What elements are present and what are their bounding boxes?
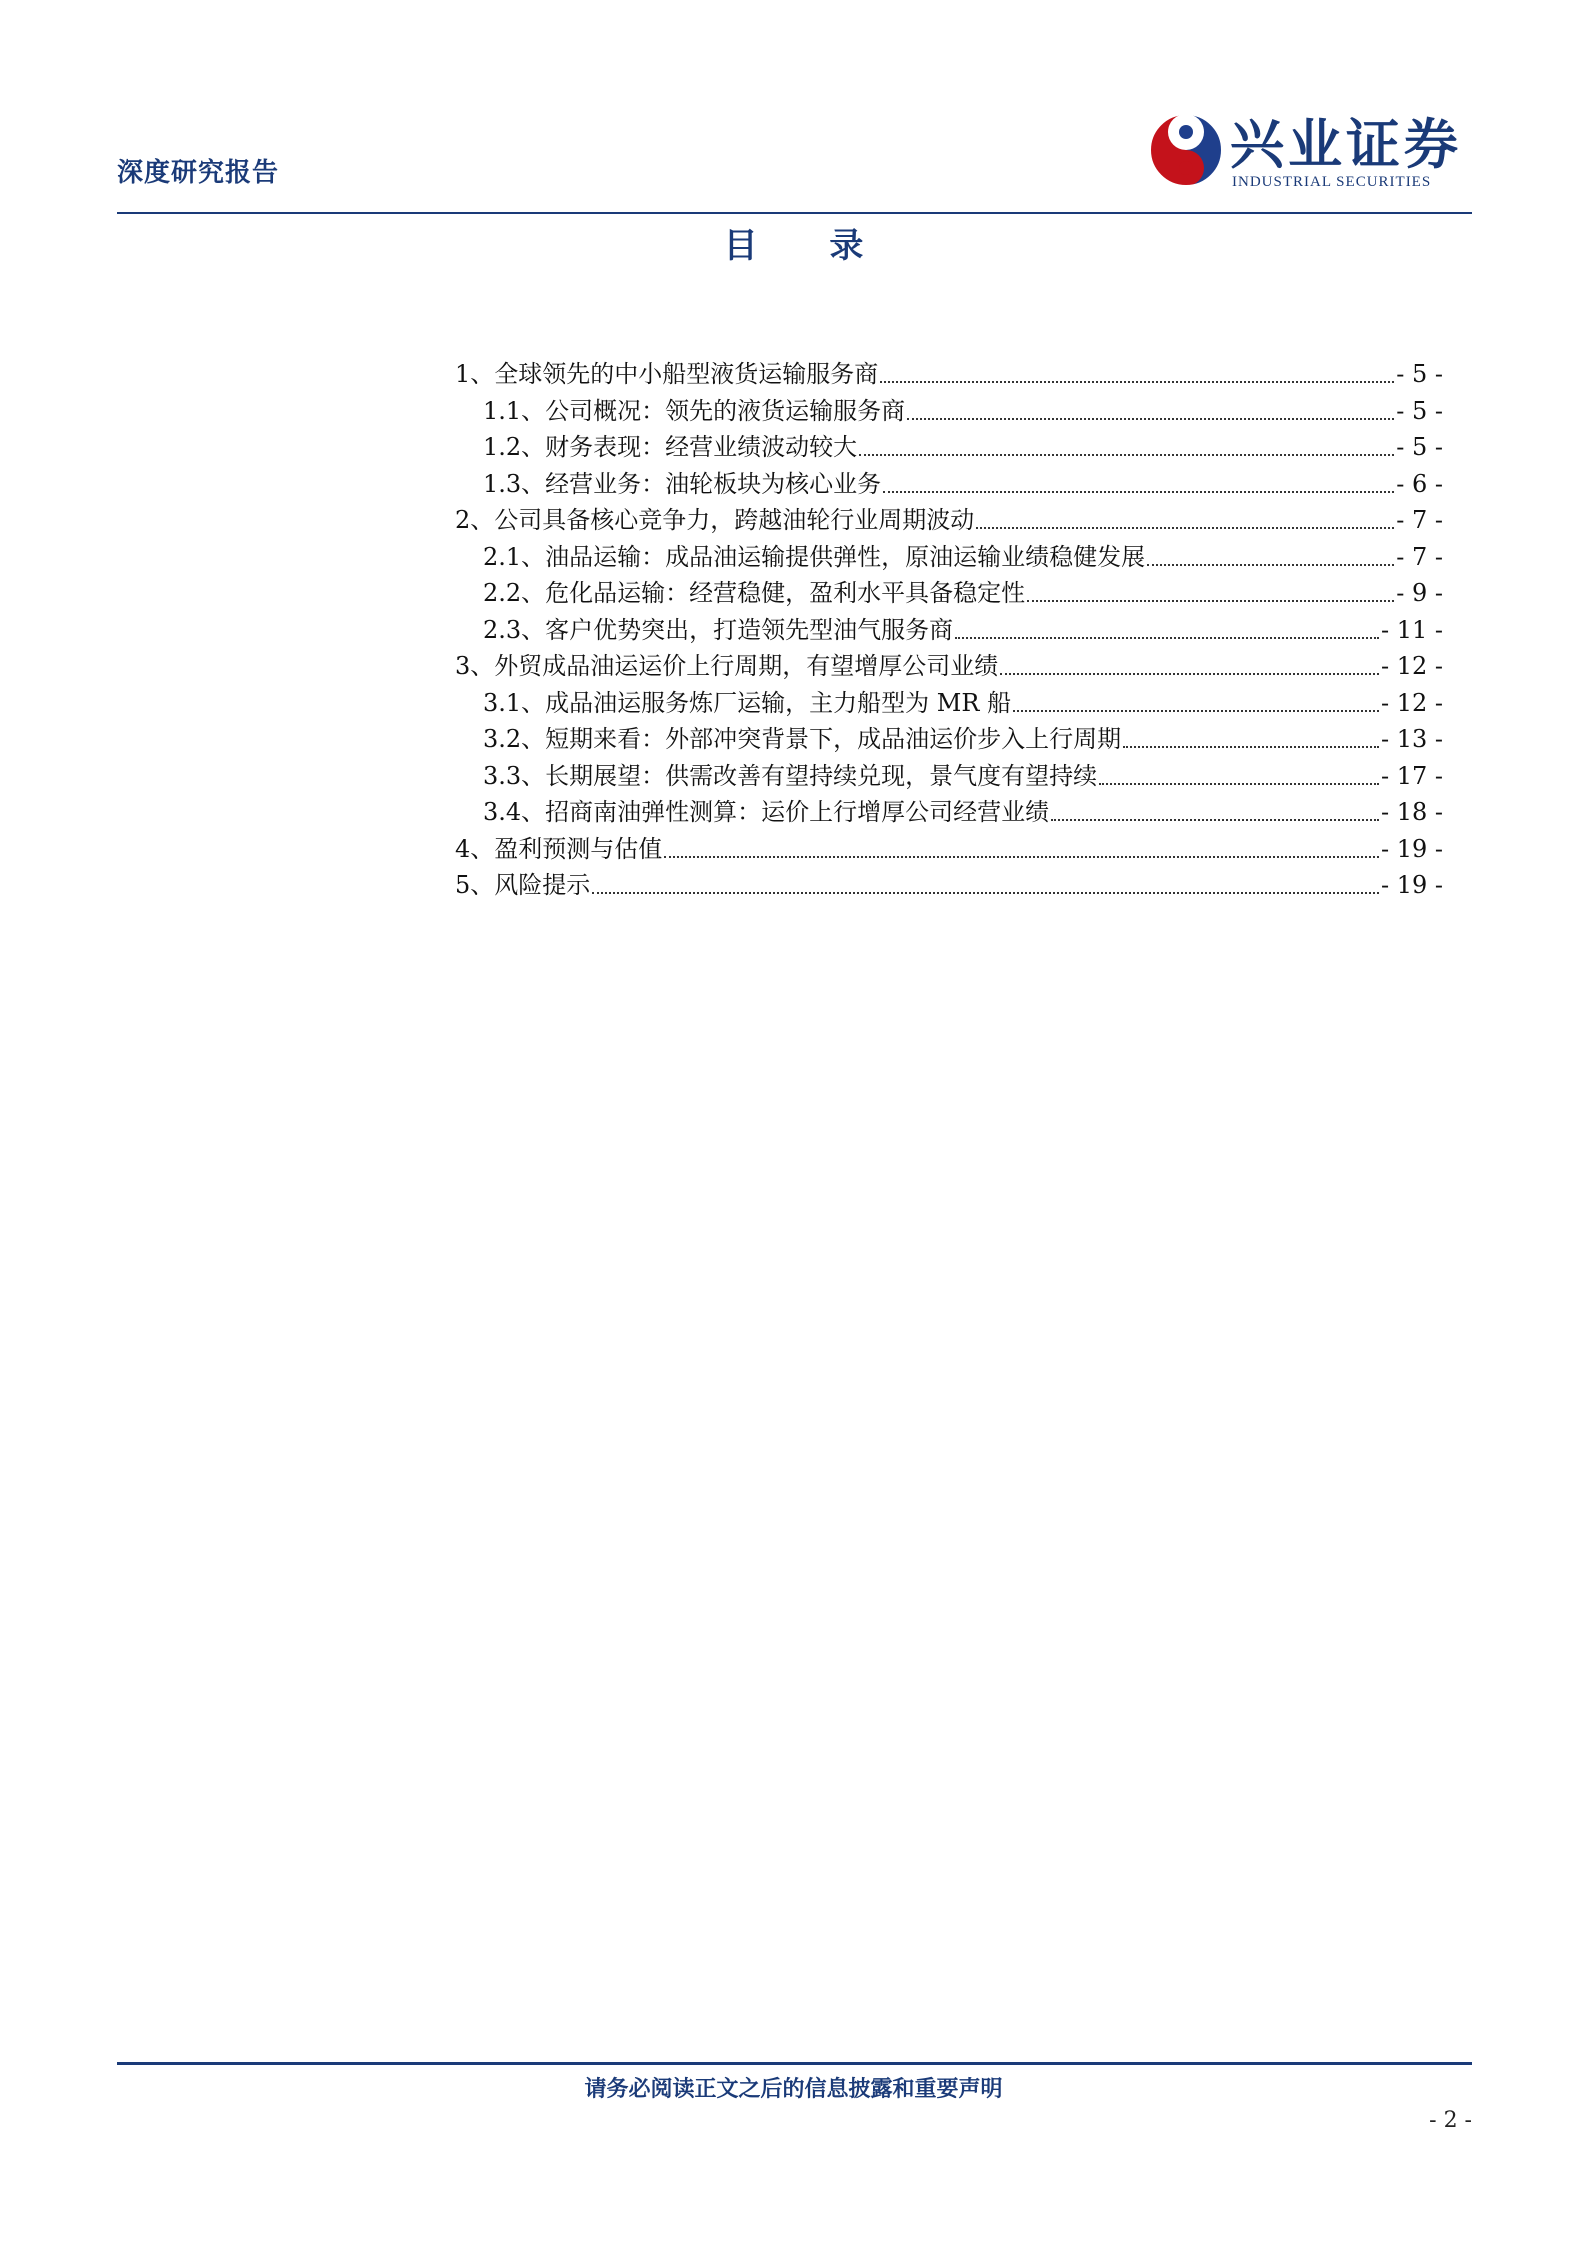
toc-entry-page: - 7 - (1396, 542, 1443, 571)
toc-entry[interactable] (455, 648, 1443, 685)
toc-entry-text: 2、公司具备核心竞争力，跨越油轮行业周期波动 (455, 506, 975, 534)
toc-entry-text: 2.3、客户优势突出，打造领先型油气服务商 (483, 615, 954, 644)
toc-leader (880, 381, 1394, 383)
toc-entry[interactable] (455, 575, 1443, 612)
toc-entry-text: 1、全球领先的中小船型液货运输服务商 (455, 360, 879, 388)
toc-leader (976, 527, 1394, 529)
toc-entry-text: 4、盈利预测与估值 (455, 834, 663, 863)
toc-entry-page: - 13 - (1380, 725, 1443, 753)
toc-entry[interactable] (455, 685, 1443, 722)
toc-entry-text: 1.1、公司概况：领先的液货运输服务商 (483, 396, 906, 425)
toc-entry-page: - 19 - (1380, 834, 1443, 863)
toc-entry-text: 2.2、危化品运输：经营稳健，盈利水平具备稳定性 (483, 579, 1026, 607)
toc-leader (859, 454, 1394, 456)
toc-entry-text: 1.3、经营业务：油轮板块为核心业务 (483, 469, 882, 498)
toc-title: 目 录 (723, 226, 894, 266)
toc-leader (955, 637, 1379, 639)
toc-leader (1123, 746, 1379, 748)
toc-entry-page: - 11 - (1380, 615, 1443, 644)
toc-entry-page: - 9 - (1396, 579, 1443, 607)
toc-entry[interactable] (455, 539, 1443, 576)
toc-entry[interactable] (455, 429, 1443, 466)
toc-leader (1051, 819, 1379, 821)
toc-entry-page: - 7 - (1396, 506, 1443, 534)
toc-entry-text: 1.2、财务表现：经营业绩波动较大 (483, 433, 858, 461)
brand-emblem-icon (1148, 112, 1224, 188)
toc-entry-page: - 19 - (1380, 871, 1443, 899)
toc-entry[interactable] (455, 612, 1443, 649)
toc-leader (664, 856, 1379, 858)
toc-entry[interactable] (455, 758, 1443, 795)
toc-entry-text: 3.4、招商南油弹性测算：运价上行增厚公司经营业绩 (483, 798, 1050, 826)
report-type-label: 深度研究报告 (117, 158, 280, 188)
toc-leader (592, 892, 1379, 894)
brand-logo (1148, 112, 1478, 196)
toc-entry[interactable] (455, 794, 1443, 831)
toc-entry[interactable] (455, 721, 1443, 758)
toc-entry-page: - 18 - (1380, 798, 1443, 826)
toc-entry-page: - 17 - (1380, 761, 1443, 790)
toc-entry[interactable] (455, 393, 1443, 430)
toc-entry-page: - 5 - (1396, 360, 1443, 388)
toc-entry[interactable] (455, 502, 1443, 539)
toc-entry[interactable] (455, 831, 1443, 868)
table-of-contents (455, 356, 1443, 904)
toc-leader (1000, 673, 1379, 675)
toc-entry[interactable] (455, 466, 1443, 503)
toc-leader (883, 491, 1394, 493)
toc-entry-text: 3.3、长期展望：供需改善有望持续兑现，景气度有望持续 (483, 761, 1098, 790)
footer-divider (117, 2062, 1472, 2065)
disclosure-notice: 请务必阅读正文之后的信息披露和重要声明 (584, 2077, 1003, 2102)
toc-entry[interactable] (455, 867, 1443, 904)
page-number: - 2 - (1429, 2108, 1472, 2133)
toc-entry[interactable] (455, 356, 1443, 393)
toc-leader (907, 418, 1394, 420)
toc-leader (1147, 564, 1394, 566)
toc-entry-text: 2.1、油品运输：成品油运输提供弹性，原油运输业绩稳健发展 (483, 542, 1146, 571)
toc-entry-text: 5、风险提示 (455, 871, 591, 899)
toc-entry-page: - 6 - (1396, 469, 1443, 498)
brand-name-cn: 兴业证券 (1230, 113, 1462, 176)
toc-leader (1027, 600, 1394, 602)
toc-entry-text: 3、外贸成品油运运价上行周期，有望增厚公司业绩 (455, 652, 999, 680)
toc-entry-page: - 12 - (1380, 688, 1443, 717)
toc-entry-text: 3.1、成品油运服务炼厂运输，主力船型为 MR 船 (483, 688, 1012, 717)
toc-entry-page: - 5 - (1396, 433, 1443, 461)
brand-name-en: INDUSTRIAL SECURITIES (1232, 174, 1432, 190)
toc-entry-text: 3.2、短期来看：外部冲突背景下，成品油运价步入上行周期 (483, 725, 1122, 753)
toc-entry-page: - 5 - (1396, 396, 1443, 425)
toc-leader (1099, 783, 1379, 785)
toc-leader (1013, 710, 1379, 712)
toc-entry-page: - 12 - (1380, 652, 1443, 680)
header-divider (117, 212, 1472, 214)
